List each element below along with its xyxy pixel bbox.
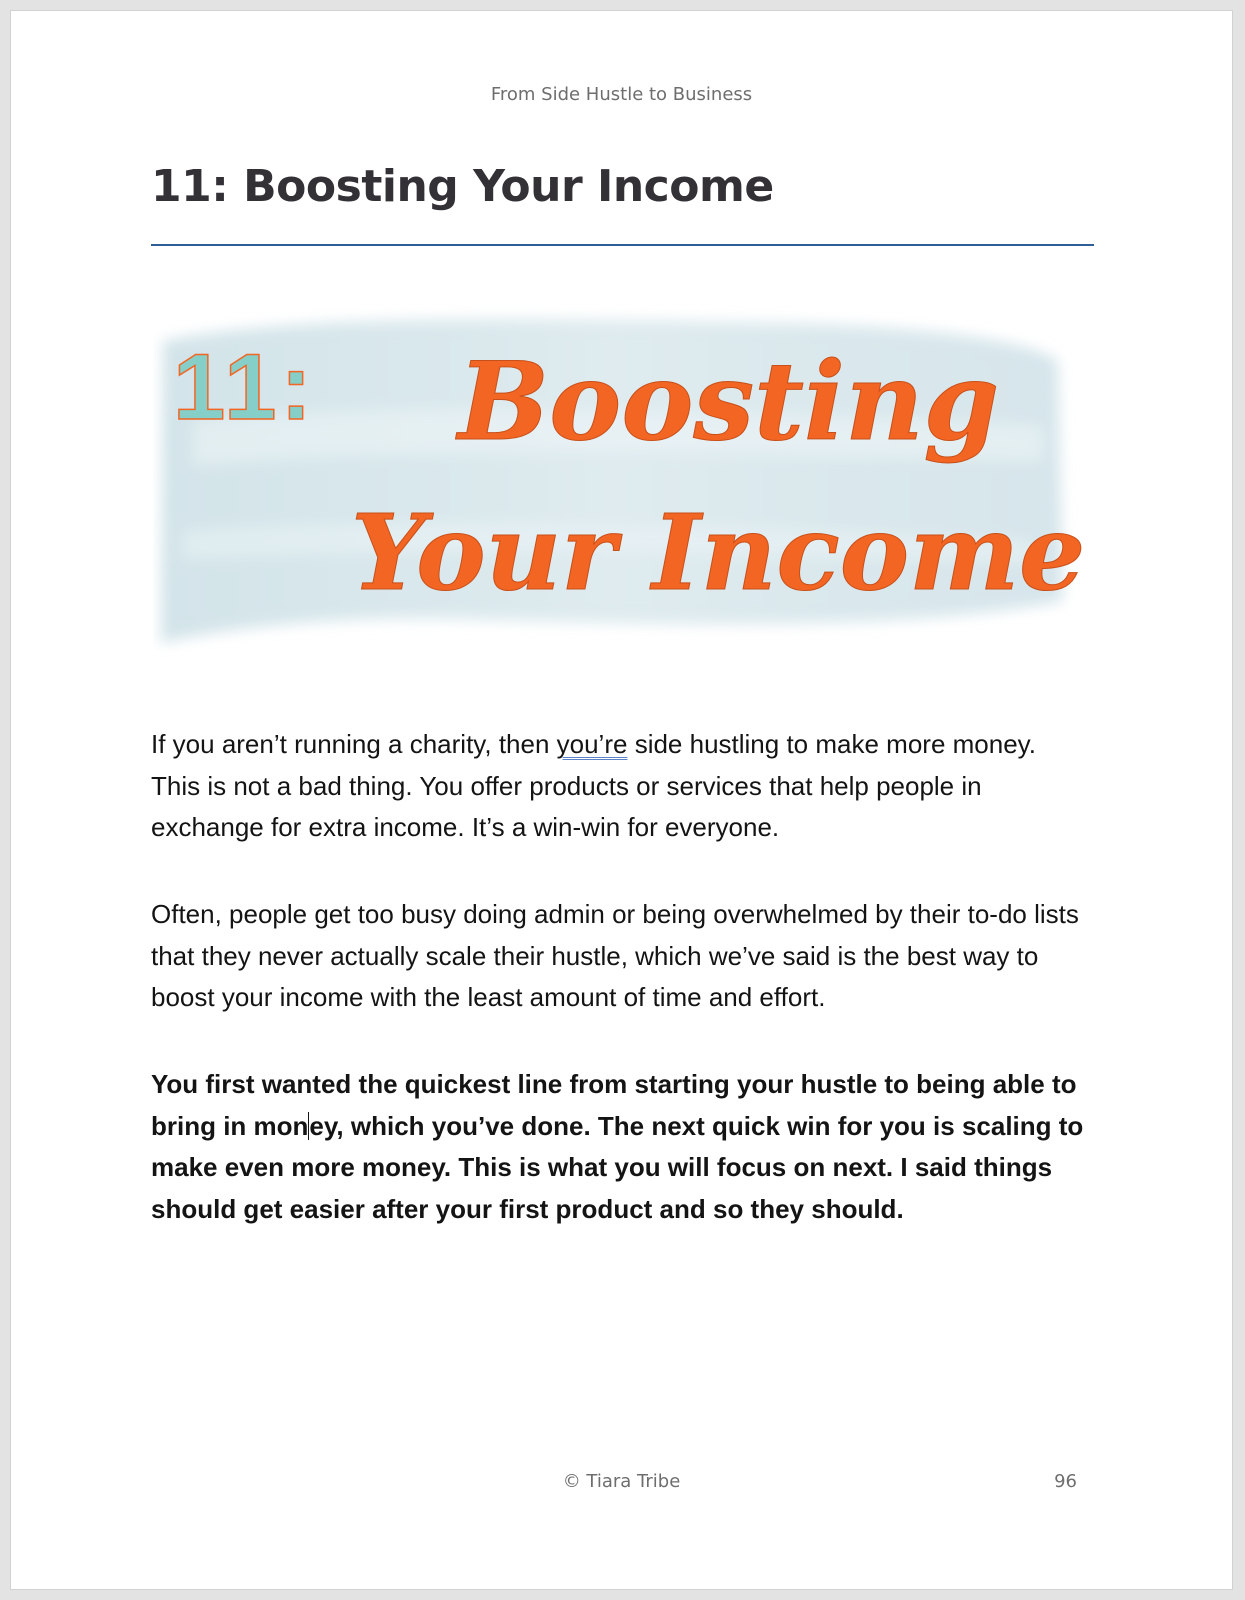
- page-number: 96: [1054, 1471, 1077, 1492]
- spellcheck-flagged-word[interactable]: you’re: [556, 729, 628, 759]
- paragraph-1-text-end: side hustling to make more money. This is not a bad thing. You offer products or services that help people in exchange for extra income. It’s a win-win for everyone.: [151, 729, 1036, 842]
- footer-copyright: © Tiara Tribe: [562, 1471, 681, 1492]
- chapter-banner-image: [153, 301, 1093, 661]
- body-paragraph-3-bold: [151, 1064, 1091, 1230]
- body-paragraph-1: [151, 724, 1091, 849]
- banner-script-line-1: Boosting: [458, 339, 1000, 465]
- title-divider: [151, 244, 1094, 246]
- paragraph-3-text-start: You first wanted the quickest line from starting your hustle to being able to bring in mon: [151, 1069, 1077, 1141]
- banner-number: 11:: [173, 334, 316, 439]
- chapter-title: 11: Boosting Your Income: [151, 161, 774, 212]
- body-paragraph-2: Often, people get too busy doing admin or being overwhelmed by their to-do lists that they never actually scale their hustle, which we’ve said is the best way to boost your income with the least amount of time and effort.: [151, 899, 1079, 1012]
- document-page: [10, 10, 1233, 1590]
- paragraph-3-text-end: ey, which you’ve done. The next quick win for you is scaling to make even more money. This is what you will focus on next. I said things should get easier after your first product and so they should.: [151, 1110, 1084, 1224]
- paragraph-1-text-start: If you aren’t running a charity, then: [151, 729, 557, 759]
- running-header: From Side Hustle to Business: [490, 84, 753, 105]
- banner-script-line-2: Your Income: [351, 491, 1086, 614]
